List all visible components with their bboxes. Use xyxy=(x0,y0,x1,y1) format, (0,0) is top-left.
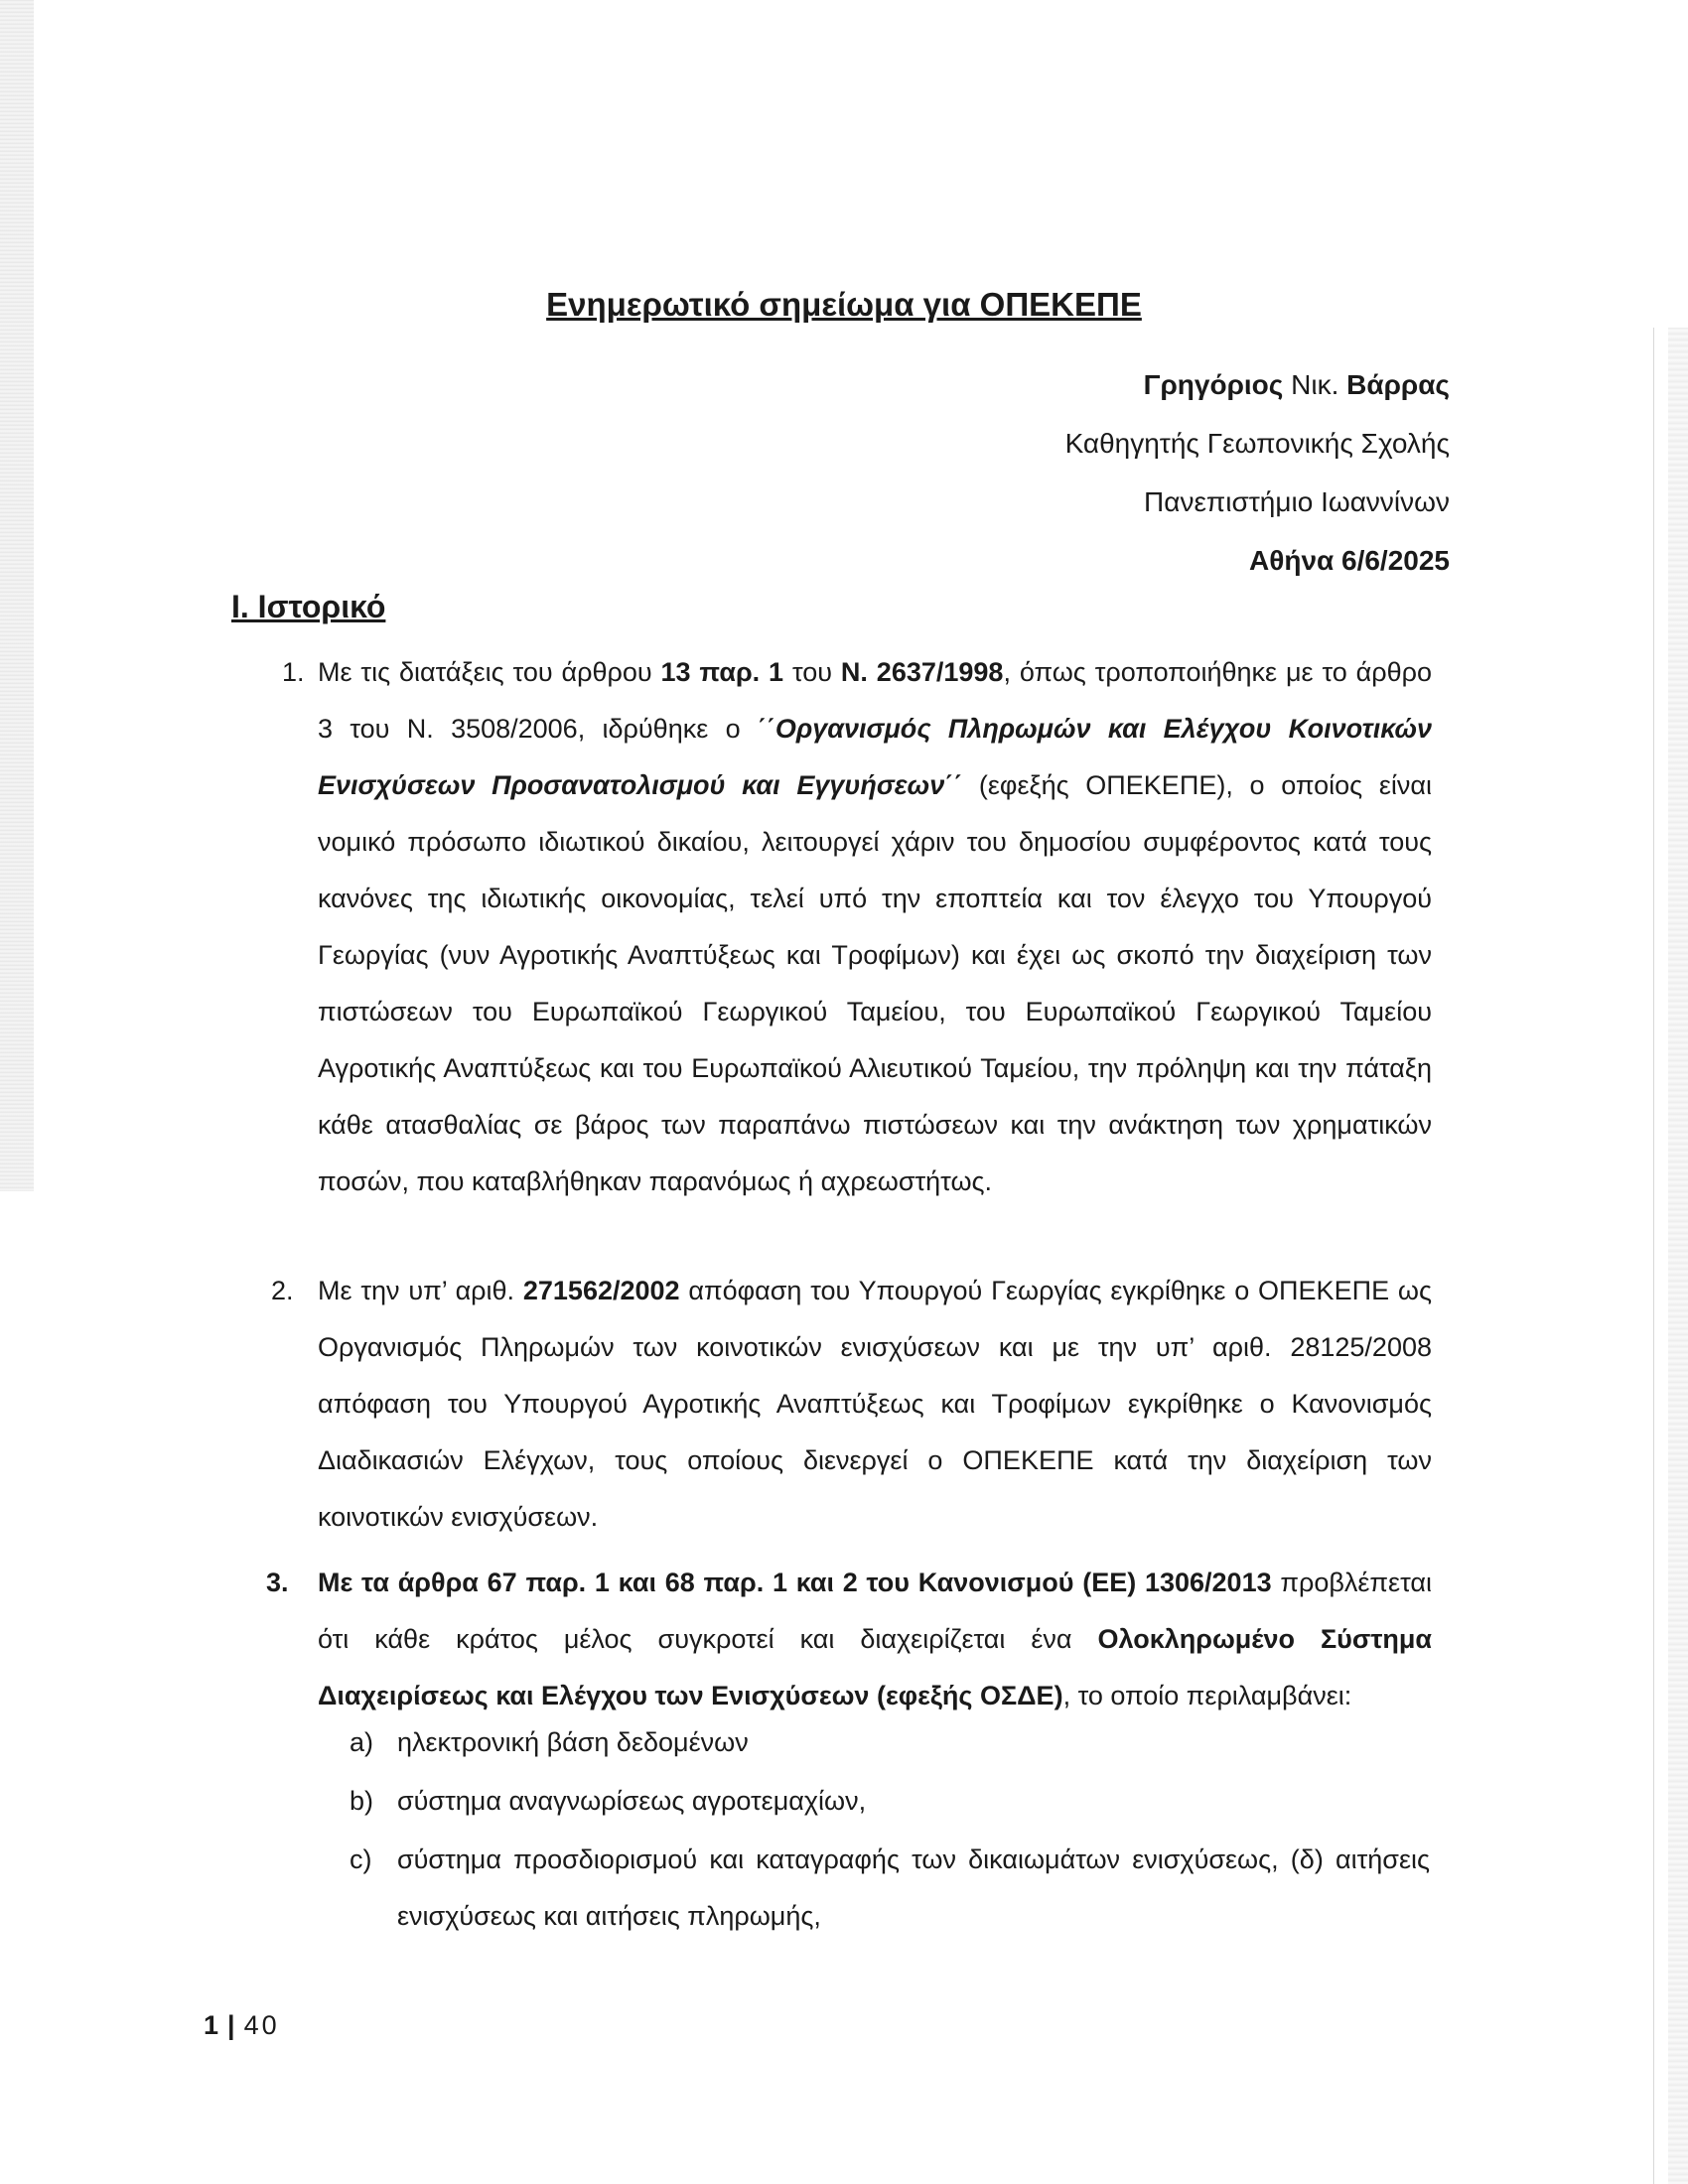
paragraph-text: Με την υπ’ αριθ. xyxy=(318,1276,523,1305)
paragraph-2 xyxy=(318,1263,1432,1546)
regulation-reference: Με τα άρθρα 67 παρ. 1 και 68 παρ. 1 και 2 του Κανονισμού (ΕΕ) 1306/2013 xyxy=(318,1568,1272,1597)
subitem-label: a) xyxy=(350,1727,374,1757)
paragraph-number: 1. xyxy=(282,657,305,687)
author-university: Πανεπιστήμιο Ιωαννίνων xyxy=(1144,486,1450,517)
scan-edge-right xyxy=(1668,328,1688,2184)
subitem-text: σύστημα αναγνωρίσεως αγροτεμαχίων, xyxy=(397,1786,867,1816)
subitem-text: ηλεκτρονική βάση δεδομένων xyxy=(397,1727,749,1757)
subitem-label: b) xyxy=(350,1786,374,1816)
paragraph-text: του xyxy=(783,657,841,687)
article-reference: 13 παρ. 1 xyxy=(660,657,784,687)
page-number xyxy=(204,2010,280,2041)
paragraph-text: προβλέπεται ότι κάθε κράτος μέλος συγκροτεί και διαχειρίζεται ένα xyxy=(318,1568,1432,1654)
paragraph-text: (εφεξής ΟΠΕΚΕΠΕ), ο οποίος είναι νομικό πρόσωπο ιδιωτικού δικαίου, λειτουργεί χάριν του δημοσίου συμφέροντος κατά τους κανόνες της ιδιωτικής οικονομίας, τελεί υπό την εποπτεία και τον έλεγχο του Υπουργού Γεωργίας (νυν Αγροτικής Αναπτύξεως και Τροφίμων) και έχει ως σκοπό την διαχείριση των πιστώσεων του Ευρωπαϊκού Γεωργικού Ταμείου, του Ευρωπαϊκού Γεωργικού Ταμείου Αγροτικής Αναπτύξεως και του Ευρωπαϊκού Αλιευτικού Ταμείου, την πρόληψη και την πάταξη κάθε ατασθαλίας σε βάρος των παραπάνω πιστώσεων και την ανάκτηση των χρηματικών ποσών, που καταβλήθηκαν παρανόμως ή αχρεωστήτως. xyxy=(318,770,1433,1196)
page-separator: | xyxy=(227,2010,238,2040)
subitem-text: σύστημα προσδιορισμού και καταγραφής των δικαιωμάτων ενισχύσεως, (δ) αιτήσεις ενισχύσεως και αιτήσεις πληρωμής, xyxy=(397,1844,1430,1931)
subitem-label: c) xyxy=(350,1844,372,1874)
author-first-name: Γρηγόριος xyxy=(1143,369,1284,400)
author-name xyxy=(1144,365,1450,405)
paragraph-text: απόφαση του Υπουργού Γεωργίας εγκρίθηκε ο ΟΠΕΚΕΠΕ ως Οργανισμός Πληρωμών των κοινοτικών ενισχύσεων και με την υπ’ αριθ. 28125/2008 απόφαση του Υπουργού Αγροτικής Αναπτύξεως και Τροφίμων εγκρίθηκε ο Κανονισμός Διαδικασιών Ελέγχων, τους οποίους διενεργεί ο ΟΠΕΚΕΠΕ κατά την διαχείριση των κοινοτικών ενισχύσεων. xyxy=(318,1276,1432,1532)
paragraph-text: Με τις διατάξεις του άρθρου xyxy=(318,657,661,687)
organization-name: ΄΄Οργανισμός Πληρωμών και Ελέγχου Κοινοτικών Ενισχύσεων Προσανατολισμού και Εγγυήσεων΄΄ xyxy=(318,714,1432,800)
paragraph-number: 3. xyxy=(266,1568,289,1597)
author-middle-initial: Νικ. xyxy=(1291,369,1339,400)
paragraph-3 xyxy=(318,1555,1432,1724)
law-reference: Ν. 2637/1998 xyxy=(840,657,1004,687)
author-position: Καθηγητής Γεωπονικής Σχολής xyxy=(1064,428,1450,459)
paragraph-number: 2. xyxy=(271,1276,294,1305)
section-heading: Ι. Ιστορικό xyxy=(231,589,386,624)
decision-reference: 271562/2002 xyxy=(522,1276,680,1305)
system-name: Ολοκληρωμένο Σύστημα Διαχειρίσεως και Ελέγχου των Ενισχύσεων (εφεξής ΟΣΔΕ) xyxy=(318,1624,1433,1710)
document-title: Ενημερωτικό σημείωμα για ΟΠΕΚΕΠΕ xyxy=(546,286,1142,323)
current-page: 1 xyxy=(204,2010,222,2040)
author-last-name: Βάρρας xyxy=(1346,369,1450,400)
scan-edge-left xyxy=(0,0,34,1191)
paragraph-text: , το οποίο περιλαμβάνει: xyxy=(1062,1681,1352,1710)
scan-fold-line xyxy=(1653,328,1654,2184)
document-date: Αθήνα 6/6/2025 xyxy=(1248,545,1450,576)
total-pages: 40 xyxy=(243,2010,280,2040)
paragraph-1 xyxy=(318,644,1432,1210)
paragraph-text: , όπως τροποποιήθηκε με το άρθρο 3 του Ν. 3508/2006, ιδρύθηκε ο xyxy=(318,657,1433,744)
